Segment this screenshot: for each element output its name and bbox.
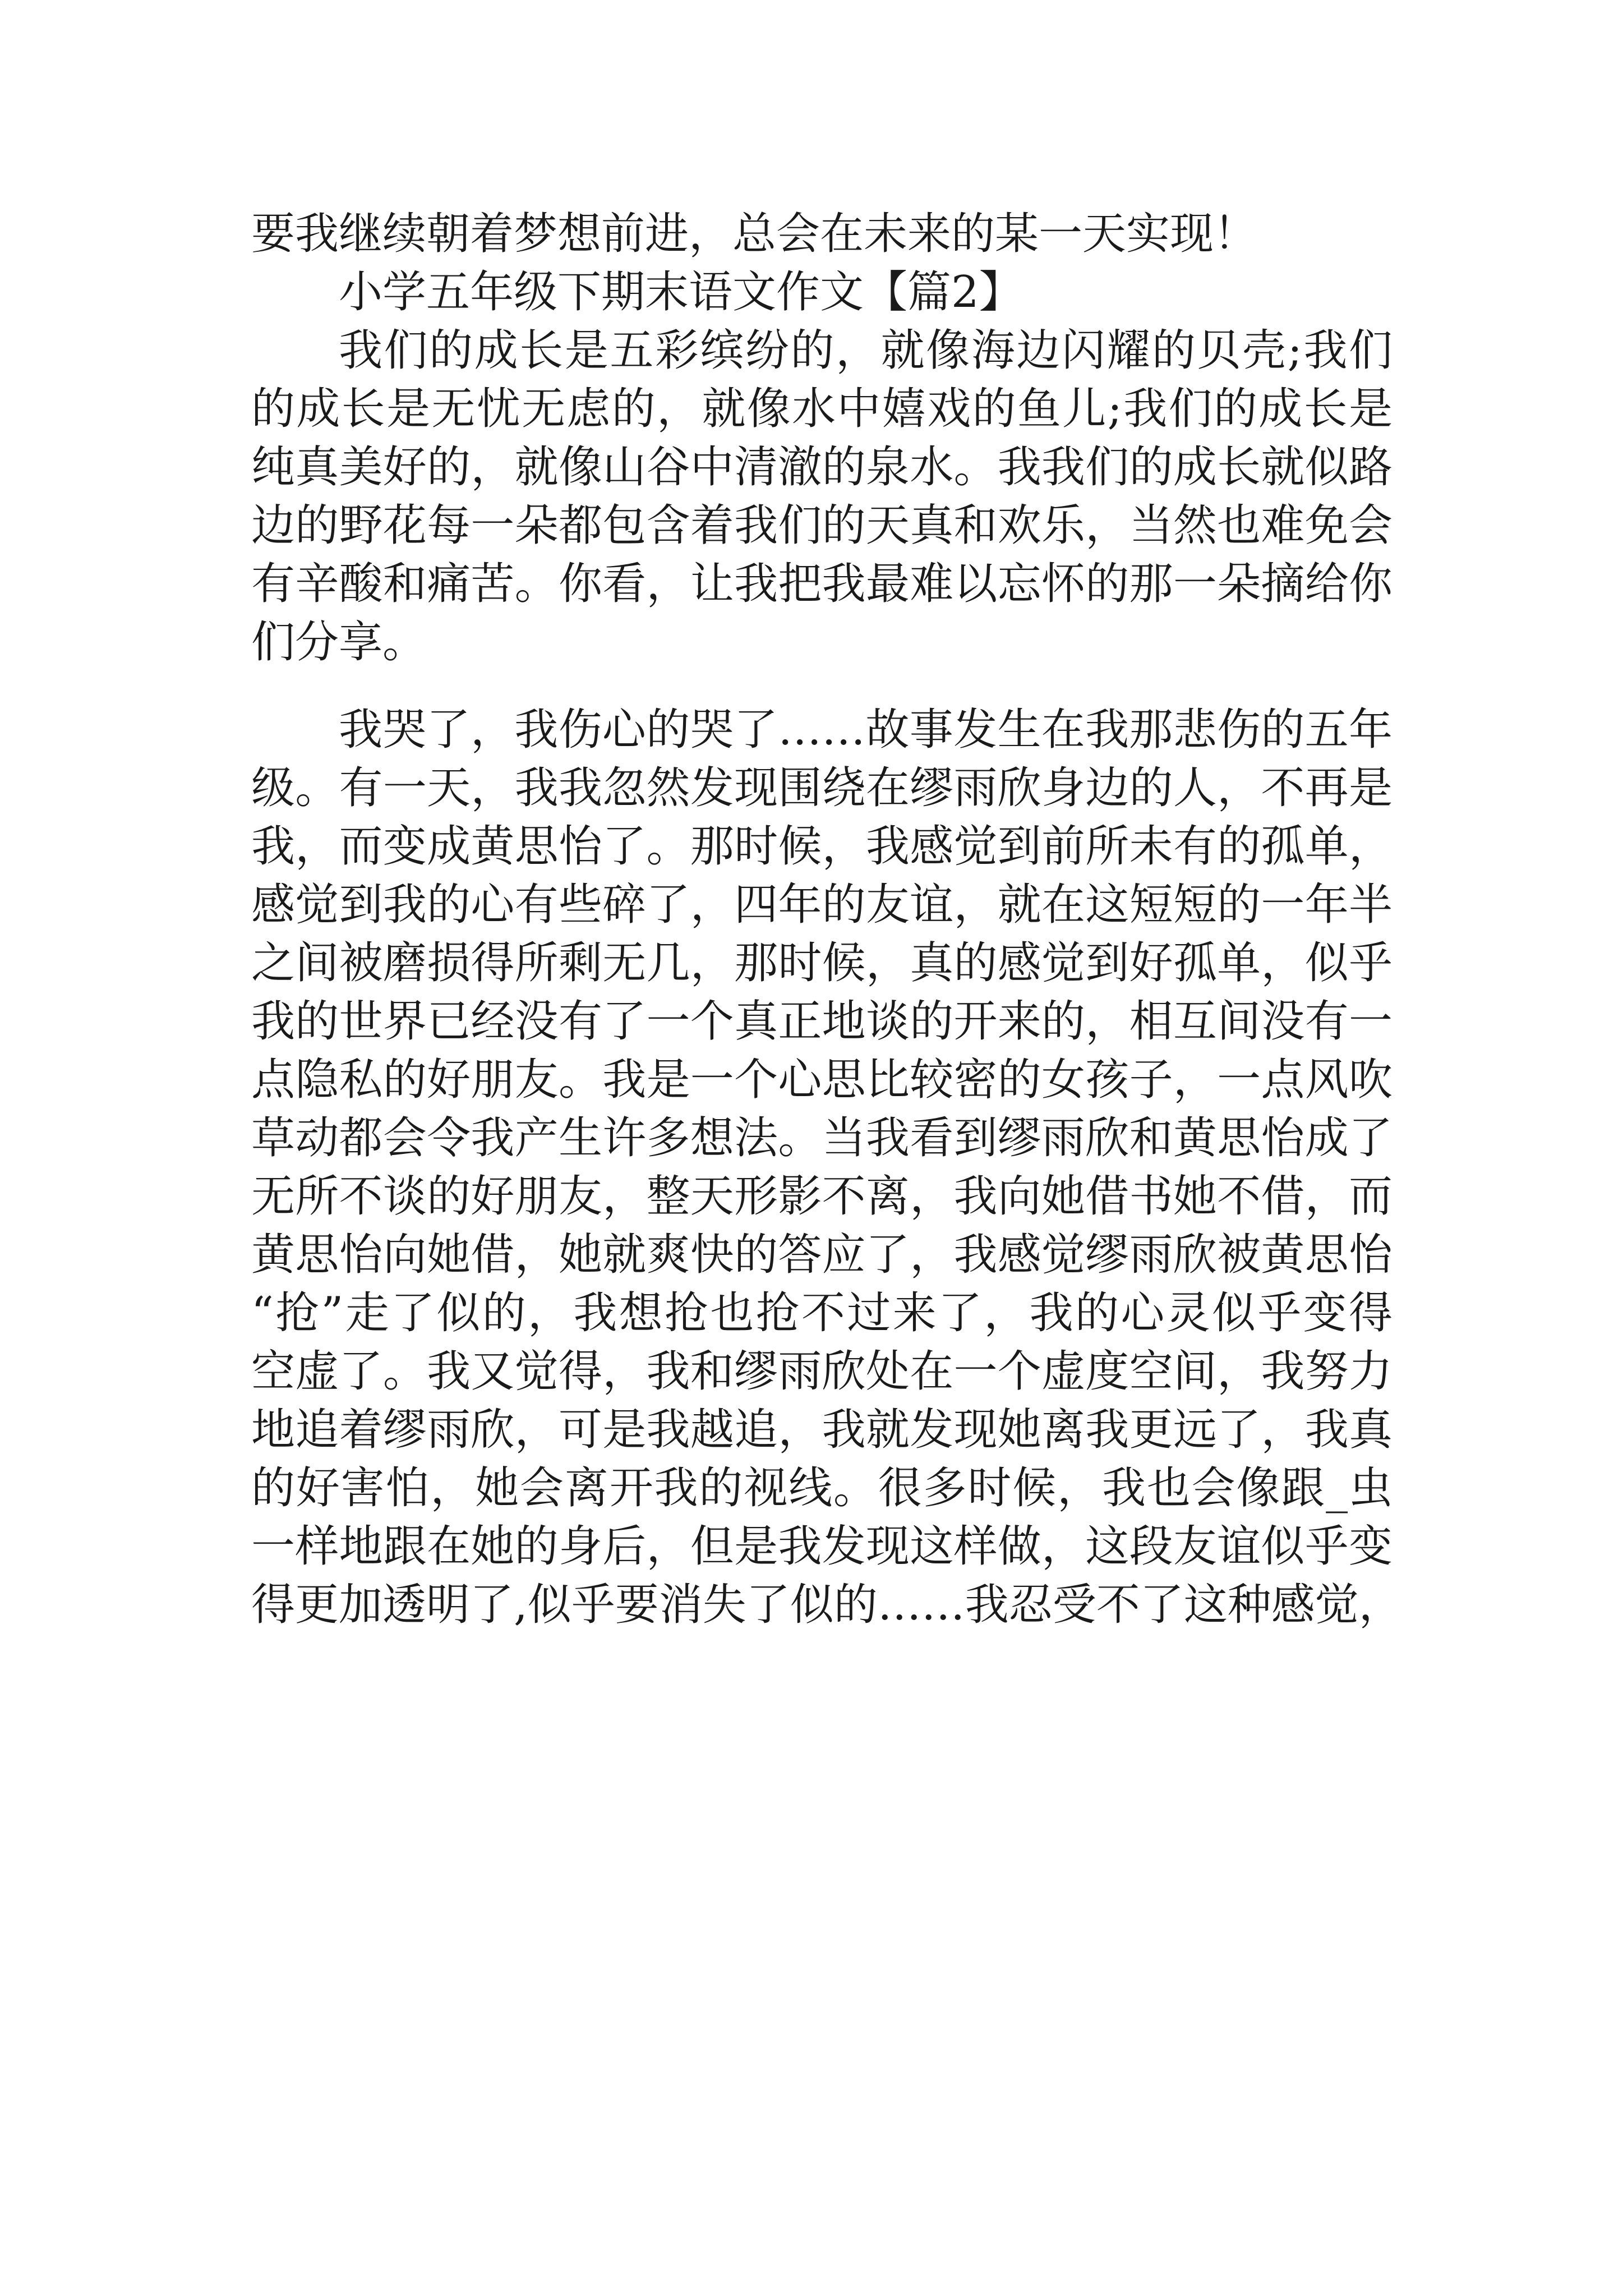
document-body — [251, 205, 1403, 1634]
paragraph-line: “抢”走了似的，我想抢也抢不过来了，我的心灵似乎变得 — [251, 1288, 1393, 1338]
paragraph-line: 点隐私的好朋友。我是一个心思比较密的女孩子，一点风吹 — [251, 1055, 1393, 1105]
paragraph-line: 纯真美好的，就像山谷中清澈的泉水。我我们的成长就似路 — [251, 442, 1393, 493]
paragraph-line: 有辛酸和痛苦。你看，让我把我最难以忘怀的那一朵摘给你 — [251, 559, 1393, 609]
paragraph-line: 的成长是无忧无虑的，就像水中嬉戏的鱼儿;我们的成长是 — [251, 384, 1393, 434]
paragraph-line: 草动都会令我产生许多想法。当我看到缪雨欣和黄思怡成了 — [251, 1113, 1393, 1163]
paragraph-line: 地追着缪雨欣，可是我越追，我就发现她离我更远了，我真 — [251, 1405, 1393, 1455]
paragraph-line: 一样地跟在她的身后，但是我发现这样做，这段友谊似乎变 — [251, 1521, 1393, 1572]
paragraph-line: 边的野花每一朵都包含着我们的天真和欢乐，当然也难免会 — [251, 500, 1393, 551]
paragraph-line: 空虚了。我又觉得，我和缪雨欣处在一个虚度空间，我努力 — [251, 1346, 1393, 1397]
paragraph-line: 之间被磨损得所剩无几，那时候，真的感觉到好孤单，似乎 — [251, 938, 1393, 988]
paragraph-spacer — [251, 671, 1393, 701]
paragraph-line: 的好害怕，她会离开我的视线。很多时候，我也会像跟_虫 — [251, 1463, 1393, 1513]
paragraph-line: 我们的成长是五彩缤纷的，就像海边闪耀的贝壳;我们 — [339, 325, 1393, 376]
section-title: 小学五年级下期末语文作文【篇2】 — [339, 267, 1023, 318]
paragraph-line: 感觉到我的心有些碎了，四年的友谊，就在这短短的一年半 — [251, 880, 1393, 930]
paragraph-line: 我哭了，我伤心的哭了……故事发生在我那悲伤的五年 — [339, 705, 1393, 755]
paragraph-line: 黄思怡向她借，她就爽快的答应了，我感觉缪雨欣被黄思怡 — [251, 1230, 1393, 1280]
paragraph-2 — [251, 701, 1403, 1634]
paragraph-line: 得更加透明了,似乎要消失了似的……我忍受不了这种感觉， — [251, 1580, 1403, 1630]
paragraph-line: 我，而变成黄思怡了。那时候，我感觉到前所未有的孤单， — [251, 821, 1393, 872]
paragraph-1 — [251, 321, 1393, 671]
continuation-line: 要我继续朝着梦想前进，总会在未来的某一天实现！ — [251, 209, 1258, 259]
paragraph-line: 级。有一天，我我忽然发现围绕在缪雨欣身边的人，不再是 — [251, 763, 1393, 813]
paragraph-line: 我的世界已经没有了一个真正地谈的开来的，相互间没有一 — [251, 996, 1393, 1047]
paragraph-line: 们分享。 — [251, 617, 427, 668]
paragraph-line: 无所不谈的好朋友，整天形影不离，我向她借书她不借，而 — [251, 1171, 1393, 1222]
